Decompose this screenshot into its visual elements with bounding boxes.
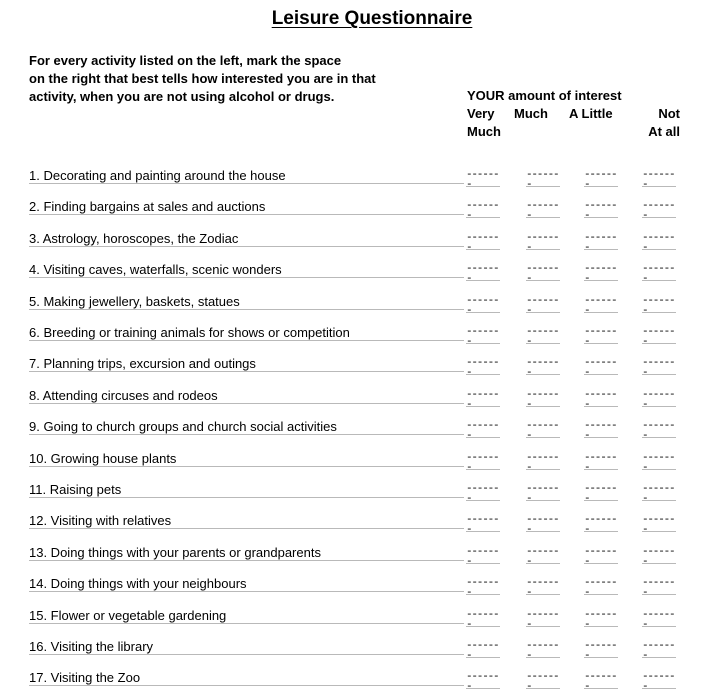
activity-label: 12. Visiting with relatives xyxy=(29,513,172,529)
column-not-at-all: Not At all xyxy=(648,106,680,139)
answer-blank-much[interactable]: ------- xyxy=(526,515,559,533)
activity-label: 11. Raising pets xyxy=(29,482,122,497)
answer-blank-much[interactable]: ------- xyxy=(526,452,559,470)
activity-underline xyxy=(29,340,464,341)
activity-label: 17. Visiting the Zoo xyxy=(29,670,141,686)
answer-blank-much[interactable]: ------- xyxy=(526,421,559,439)
activity-label: 14. Doing things with your neighbours xyxy=(29,576,247,592)
answer-blank-a-little[interactable]: ------- xyxy=(584,421,617,439)
scale-header: YOUR amount of interest xyxy=(467,88,622,103)
activity-row xyxy=(0,513,701,535)
answer-blank-a-little[interactable]: ------- xyxy=(584,609,617,627)
answer-blank-not-at-all[interactable]: ------- xyxy=(642,358,675,376)
answer-blank-a-little[interactable]: ------- xyxy=(584,546,617,564)
answer-blank-very-much[interactable]: ------- xyxy=(466,327,499,344)
activity-row xyxy=(0,262,701,284)
answer-blank-much[interactable]: ------- xyxy=(526,578,559,596)
activity-label: 7. Planning trips, excursion and outings xyxy=(29,356,256,372)
activity-underline xyxy=(29,246,464,247)
answer-blank-a-little[interactable]: ------- xyxy=(584,578,617,596)
answer-blank-not-at-all[interactable]: ------- xyxy=(642,609,675,627)
answer-blank-very-much[interactable]: ------- xyxy=(466,389,499,407)
answer-blank-very-much[interactable]: ------- xyxy=(466,358,499,376)
answer-blank-not-at-all[interactable]: ------- xyxy=(642,232,675,250)
answer-blank-much[interactable]: ------- xyxy=(526,641,559,658)
activity-label: 16. Visiting the library xyxy=(29,639,154,654)
activity-underline xyxy=(29,309,464,310)
activity-row xyxy=(0,356,701,378)
activity-label: 5. Making jewellery, baskets, statues xyxy=(29,293,240,309)
activity-label: 13. Doing things with your parents or grandparents xyxy=(29,544,321,560)
answer-blank-not-at-all[interactable]: ------- xyxy=(642,421,675,439)
answer-blank-a-little[interactable]: ------- xyxy=(584,295,617,313)
answer-blank-very-much[interactable]: ------- xyxy=(466,546,499,564)
answer-blank-not-at-all[interactable]: ------- xyxy=(642,327,675,344)
activity-row xyxy=(0,325,701,347)
answer-blank-much[interactable]: ------- xyxy=(526,170,559,187)
answer-blank-not-at-all[interactable]: ------- xyxy=(642,389,675,407)
answer-blank-much[interactable]: ------- xyxy=(526,327,559,344)
instructions xyxy=(29,52,429,106)
answer-blank-much[interactable]: ------- xyxy=(526,232,559,250)
activity-label: 8. Attending circuses and rodeos xyxy=(29,387,218,403)
activity-underline xyxy=(29,183,464,184)
answer-blank-very-much[interactable]: ------- xyxy=(466,170,499,187)
answer-blank-not-at-all[interactable]: ------- xyxy=(642,452,675,470)
answer-blank-very-much[interactable]: ------- xyxy=(466,515,499,533)
activity-row xyxy=(0,388,701,410)
answer-blank-not-at-all[interactable]: ------- xyxy=(642,264,675,282)
answer-blank-much[interactable]: ------- xyxy=(526,358,559,376)
activity-label: 15. Flower or vegetable gardening xyxy=(29,607,227,623)
page-title: Leisure Questionnaire xyxy=(271,8,473,29)
activity-row xyxy=(0,482,701,504)
answer-blank-a-little[interactable]: ------- xyxy=(584,672,617,690)
answer-blank-a-little[interactable]: ------- xyxy=(584,201,617,219)
activity-underline xyxy=(29,591,464,592)
activity-row xyxy=(0,639,701,661)
activity-underline xyxy=(29,685,464,686)
answer-blank-much[interactable]: ------- xyxy=(526,609,559,627)
activity-row xyxy=(0,670,701,692)
answer-blank-not-at-all[interactable]: ------- xyxy=(642,672,675,690)
column-a-little: A Little xyxy=(569,106,613,121)
answer-blank-not-at-all[interactable]: ------- xyxy=(642,170,675,187)
answer-blank-a-little[interactable]: ------- xyxy=(584,232,617,250)
answer-blank-very-much[interactable]: ------- xyxy=(466,232,499,250)
answer-blank-very-much[interactable]: ------- xyxy=(466,672,499,690)
answer-blank-very-much[interactable]: ------- xyxy=(466,421,499,439)
activity-underline xyxy=(29,403,464,404)
activity-underline xyxy=(29,654,464,655)
answer-blank-a-little[interactable]: ------- xyxy=(584,327,617,344)
answer-blank-a-little[interactable]: ------- xyxy=(584,358,617,376)
answer-blank-much[interactable]: ------- xyxy=(526,546,559,564)
activity-underline xyxy=(29,371,464,372)
activity-row xyxy=(0,294,701,316)
instructions-line: activity, when you are not using alcohol or drugs. xyxy=(29,89,335,104)
answer-blank-a-little[interactable]: ------- xyxy=(584,264,617,282)
answer-blank-a-little[interactable]: ------- xyxy=(584,515,617,533)
activity-row xyxy=(0,168,701,190)
activity-row xyxy=(0,231,701,253)
activity-label: 9. Going to church groups and church social activities xyxy=(29,419,337,435)
answer-blank-not-at-all[interactable]: ------- xyxy=(642,484,675,501)
activity-label: 3. Astrology, horoscopes, the Zodiac xyxy=(29,230,239,246)
answer-blank-much[interactable]: ------- xyxy=(526,295,559,313)
answer-blank-very-much[interactable]: ------- xyxy=(466,201,499,219)
answer-blank-much[interactable]: ------- xyxy=(526,264,559,282)
answer-blank-a-little[interactable]: ------- xyxy=(584,389,617,407)
activity-underline xyxy=(29,497,464,498)
answer-blank-very-much[interactable]: ------- xyxy=(466,295,499,313)
answer-blank-very-much[interactable]: ------- xyxy=(466,578,499,596)
activity-row xyxy=(0,608,701,630)
answer-blank-not-at-all[interactable]: ------- xyxy=(642,295,675,313)
activity-underline xyxy=(29,560,464,561)
activity-label: 1. Decorating and painting around the house xyxy=(29,168,286,183)
answer-blank-very-much[interactable]: ------- xyxy=(466,264,499,282)
answer-blank-very-much[interactable]: ------- xyxy=(466,641,499,658)
activity-row xyxy=(0,576,701,598)
activity-label: 2. Finding bargains at sales and auctions xyxy=(29,199,266,215)
column-very-much: Very Much xyxy=(467,106,501,139)
answer-blank-not-at-all[interactable]: ------- xyxy=(642,578,675,596)
activity-row xyxy=(0,545,701,567)
instructions-line: For every activity listed on the left, mark the space xyxy=(29,53,342,68)
answer-blank-very-much[interactable]: ------- xyxy=(466,609,499,627)
answer-blank-not-at-all[interactable]: ------- xyxy=(642,641,675,658)
answer-blank-a-little[interactable]: ------- xyxy=(584,484,617,501)
answer-blank-a-little[interactable]: ------- xyxy=(584,452,617,470)
activity-underline xyxy=(29,466,464,467)
answer-blank-much[interactable]: ------- xyxy=(526,672,559,690)
answer-blank-much[interactable]: ------- xyxy=(526,484,559,501)
activity-underline xyxy=(29,528,464,529)
activity-row xyxy=(0,419,701,441)
answer-blank-much[interactable]: ------- xyxy=(526,389,559,407)
activity-row xyxy=(0,451,701,473)
activity-underline xyxy=(29,434,464,435)
answer-blank-not-at-all[interactable]: ------- xyxy=(642,201,675,219)
answer-blank-a-little[interactable]: ------- xyxy=(584,641,617,658)
answer-blank-very-much[interactable]: ------- xyxy=(466,484,499,501)
column-much: Much xyxy=(514,106,548,121)
activity-row xyxy=(0,199,701,221)
answer-blank-very-much[interactable]: ------- xyxy=(466,452,499,470)
activity-underline xyxy=(29,623,464,624)
answer-blank-not-at-all[interactable]: ------- xyxy=(642,546,675,564)
answer-blank-not-at-all[interactable]: ------- xyxy=(642,515,675,533)
activity-underline xyxy=(29,277,464,278)
activity-label: 4. Visiting caves, waterfalls, scenic wonders xyxy=(29,262,282,278)
activity-label: 10. Growing house plants xyxy=(29,450,177,466)
answer-blank-a-little[interactable]: ------- xyxy=(584,170,617,187)
instructions-line: on the right that best tells how interested you are in that xyxy=(29,71,376,86)
activity-label: 6. Breeding or training animals for shows or competition xyxy=(29,325,350,340)
answer-blank-much[interactable]: ------- xyxy=(526,201,559,219)
activity-underline xyxy=(29,214,464,215)
